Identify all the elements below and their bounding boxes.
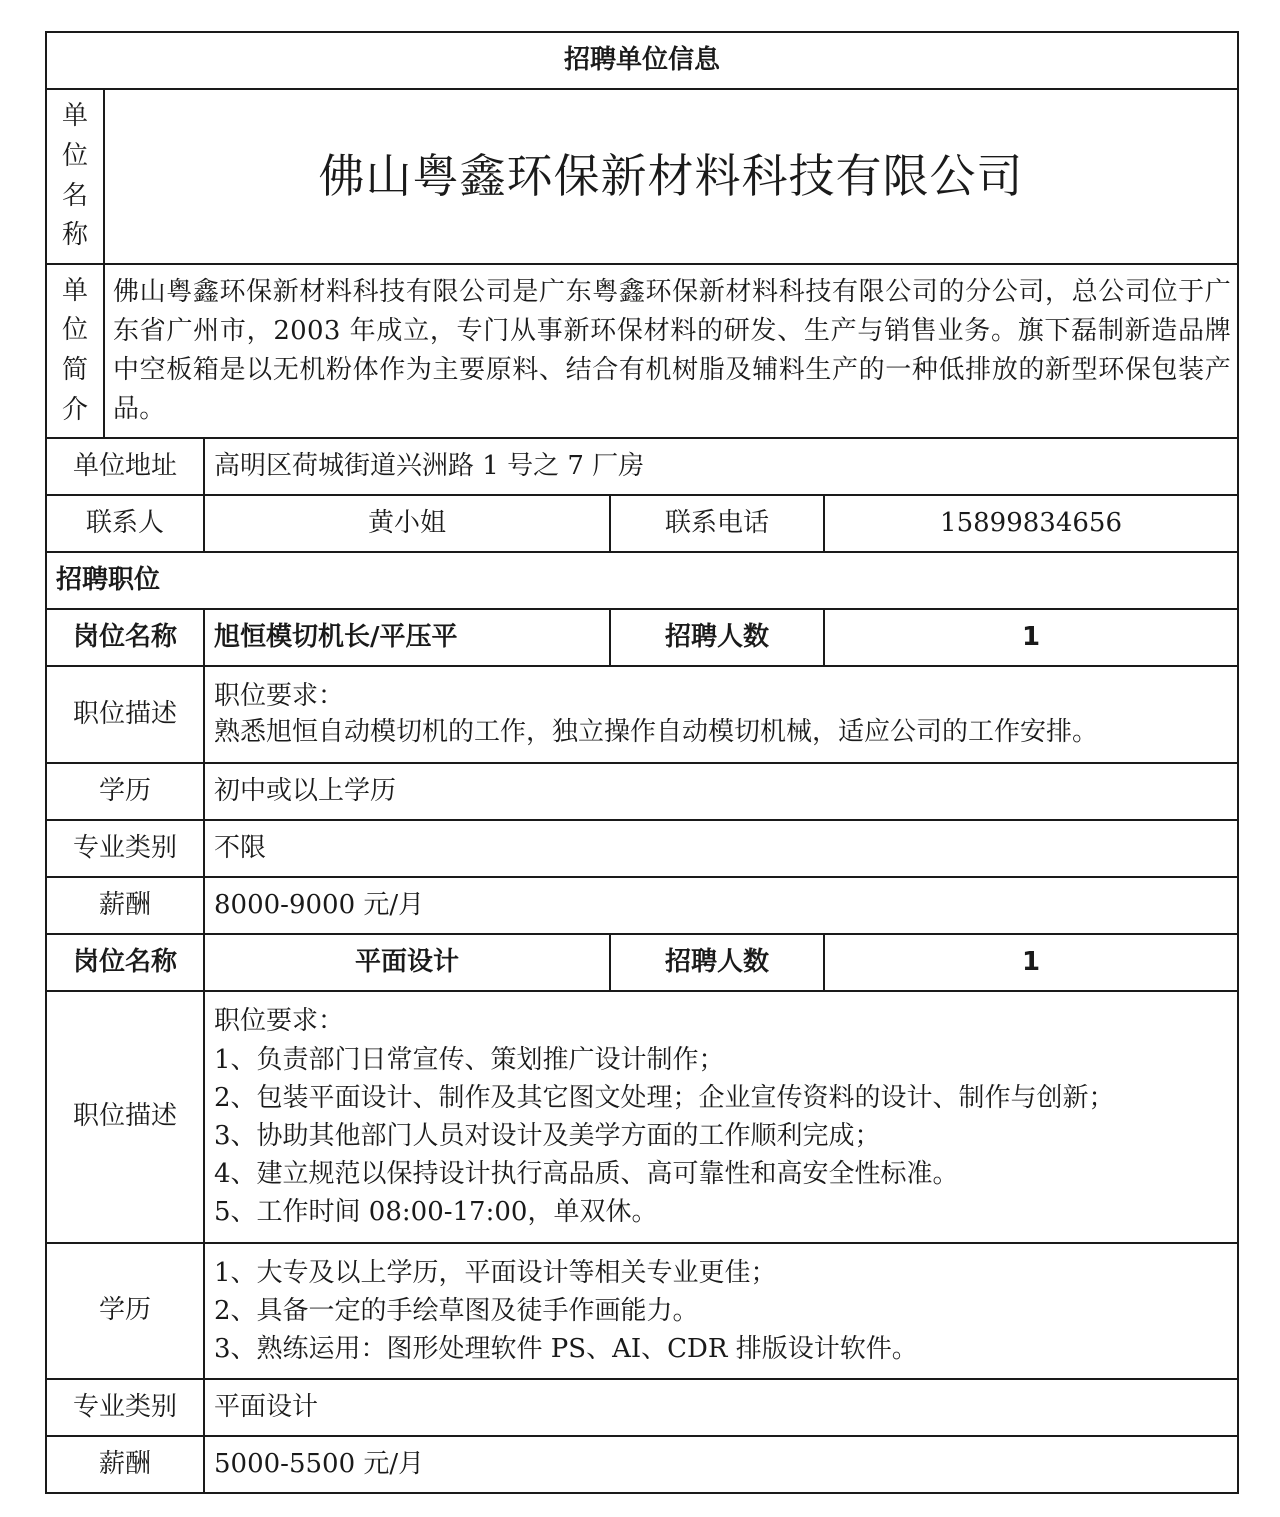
- sheet-title: 招聘单位信息: [46, 32, 1238, 89]
- major-value: 平面设计: [204, 1379, 1238, 1436]
- positions-header: 招聘职位: [46, 552, 1238, 609]
- headcount-value: 1: [824, 934, 1238, 991]
- company-intro: 佛山粤鑫环保新材料科技有限公司是广东粤鑫环保新材料科技有限公司的分公司，总公司位于广东省广州市，2003 年成立，专门从事新环保材料的研发、生产与销售业务。旗下磊制新造品牌中空板箱是以无机粉体作为主要原料、结合有机树脂及辅料生产的一种低排放的新型环保包装产品。: [104, 264, 1238, 438]
- job-description-label: 职位描述: [46, 991, 204, 1243]
- major-value: 不限: [204, 820, 1238, 877]
- position-name-label: 岗位名称: [46, 934, 204, 991]
- address-value: 高明区荷城街道兴洲路 1 号之 7 厂房: [204, 438, 1238, 495]
- company-name: 佛山粤鑫环保新材料科技有限公司: [104, 89, 1238, 264]
- salary-label: 薪酬: [46, 1436, 204, 1493]
- education-value: 1、大专及以上学历，平面设计等相关专业更佳； 2、具备一定的手绘草图及徒手作画能力。 3、熟练运用：图形处理软件 PS、AI、CDR 排版设计软件。: [204, 1243, 1238, 1379]
- headcount-label: 招聘人数: [610, 609, 824, 666]
- address-label: 单位地址: [46, 438, 204, 495]
- position-name-label: 岗位名称: [46, 609, 204, 666]
- job-description-label: 职位描述: [46, 666, 204, 763]
- salary-label: 薪酬: [46, 877, 204, 934]
- education-label: 学历: [46, 763, 204, 820]
- phone-value: 15899834656: [824, 495, 1238, 552]
- company-name-label: 单 位 名 称: [46, 89, 104, 264]
- education-value: 初中或以上学历: [204, 763, 1238, 820]
- headcount-value: 1: [824, 609, 1238, 666]
- salary-value: 8000-9000 元/月: [204, 877, 1238, 934]
- position-name: 旭恒模切机长/平压平: [204, 609, 610, 666]
- job-description: 职位要求： 1、负责部门日常宣传、策划推广设计制作； 2、包装平面设计、制作及其它图文处理；企业宣传资料的设计、制作与创新； 3、协助其他部门人员对设计及美学方面的工作顺利完成； 4、建立规范以保持设计执行高品质、高可靠性和高安全性标准。 5、工作时间 08:00-17:00，单双休。: [204, 991, 1238, 1243]
- company-intro-label: 单 位 简 介: [46, 264, 104, 438]
- salary-value: 5000-5500 元/月: [204, 1436, 1238, 1493]
- recruitment-sheet: [45, 31, 1237, 1494]
- major-label: 专业类别: [46, 1379, 204, 1436]
- contact-value: 黄小姐: [204, 495, 610, 552]
- education-label: 学历: [46, 1243, 204, 1379]
- recruitment-table: [45, 31, 1239, 1494]
- position-name: 平面设计: [204, 934, 610, 991]
- job-description: 职位要求： 熟悉旭恒自动模切机的工作，独立操作自动模切机械，适应公司的工作安排。: [204, 666, 1238, 763]
- major-label: 专业类别: [46, 820, 204, 877]
- phone-label: 联系电话: [610, 495, 824, 552]
- contact-label: 联系人: [46, 495, 204, 552]
- headcount-label: 招聘人数: [610, 934, 824, 991]
